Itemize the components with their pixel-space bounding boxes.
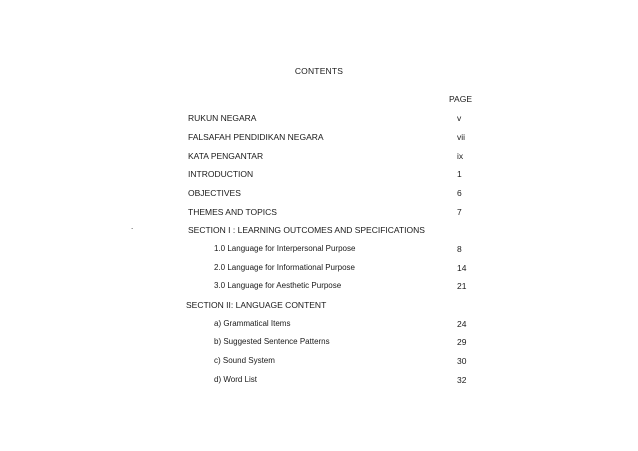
- toc-section-2-heading: [0, 299, 638, 311]
- toc-entry-label: b) Suggested Sentence Patterns: [214, 337, 330, 346]
- toc-entry-sound-system: [0, 355, 638, 367]
- toc-entry-page: 29: [457, 337, 467, 347]
- toc-entry-label: 1.0 Language for Interpersonal Purpose: [214, 244, 356, 253]
- toc-entry-page: 7: [457, 207, 462, 217]
- toc-entry-page: vii: [457, 132, 466, 142]
- toc-entry-label: d) Word List: [214, 375, 257, 384]
- toc-entry-falsafah: [0, 131, 638, 143]
- toc-entry-objectives: [0, 187, 638, 199]
- toc-entry-label: OBJECTIVES: [188, 188, 241, 198]
- toc-entry-label: THEMES AND TOPICS: [188, 207, 277, 217]
- toc-entry-label: RUKUN NEGARA: [188, 113, 257, 123]
- toc-entry-page: 32: [457, 375, 467, 385]
- toc-entry-label: a) Grammatical Items: [214, 319, 291, 328]
- toc-entry-page: 8: [457, 244, 462, 254]
- toc-entry-grammatical-items: [0, 318, 638, 330]
- toc-entry-label: INTRODUCTION: [188, 169, 254, 179]
- toc-entry-page: 6: [457, 188, 462, 198]
- toc-entry-kata-pengantar: [0, 150, 638, 162]
- toc-entry-aesthetic: [0, 280, 638, 292]
- toc-section-1-heading: [0, 224, 638, 236]
- toc-entry-introduction: [0, 168, 638, 180]
- toc-entry-rukun-negara: [0, 112, 638, 124]
- toc-entry-page: 24: [457, 319, 467, 329]
- toc-entry-page: 1: [457, 169, 462, 179]
- toc-entry-label: KATA PENGANTAR: [188, 151, 264, 161]
- toc-entry-label: FALSAFAH PENDIDIKAN NEGARA: [188, 132, 324, 142]
- toc-entry-page: ix: [457, 151, 464, 161]
- toc-entry-word-list: [0, 374, 638, 386]
- toc-entry-page: v: [457, 113, 462, 123]
- toc-entry-sentence-patterns: [0, 336, 638, 348]
- toc-entry-interpersonal: [0, 243, 638, 255]
- toc-entry-label: SECTION I : LEARNING OUTCOMES AND SPECIFICATIONS: [188, 225, 425, 235]
- toc-entry-label: 2.0 Language for Informational Purpose: [214, 263, 355, 272]
- contents-title: CONTENTS: [294, 66, 344, 76]
- toc-entry-themes-and-topics: [0, 206, 638, 218]
- page-column-header: PAGE: [449, 94, 472, 104]
- toc-entry-page: 14: [457, 263, 467, 273]
- toc-entry-informational: [0, 262, 638, 274]
- stray-mark: .: [131, 222, 134, 231]
- toc-entry-label: c) Sound System: [214, 356, 275, 365]
- toc-entry-label: 3.0 Language for Aesthetic Purpose: [214, 281, 342, 290]
- toc-entry-page: 30: [457, 356, 467, 366]
- toc-entry-page: 21: [457, 281, 467, 291]
- toc-entry-label: SECTION II: LANGUAGE CONTENT: [186, 300, 327, 310]
